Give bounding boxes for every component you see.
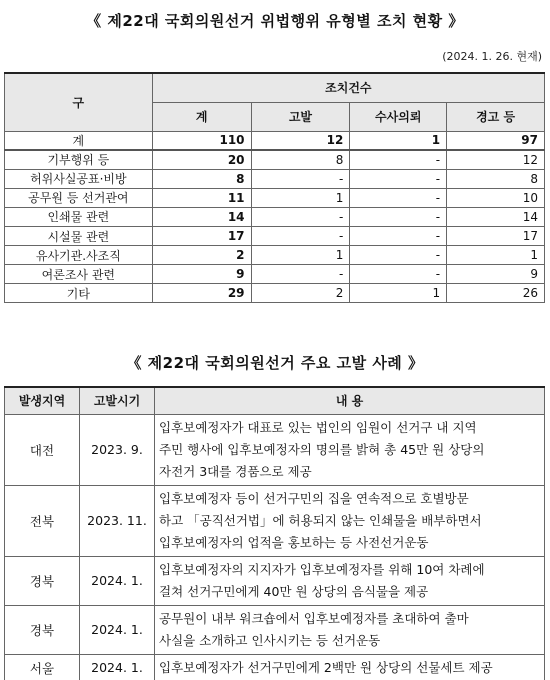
- cell-investigation: 1: [350, 131, 447, 150]
- cell-accusation: 12: [251, 131, 350, 150]
- table-row: [5, 226, 545, 245]
- header-category: 구: [5, 73, 153, 131]
- header-content: 내 용: [155, 387, 545, 414]
- row-category: 유사기관.사조직: [5, 246, 153, 265]
- cell-total: 9: [152, 265, 251, 284]
- table-row: [5, 150, 545, 169]
- table-row: [5, 654, 545, 680]
- cases-table: [4, 386, 545, 680]
- case-content-line: 걸쳐 선거구민에게 40만 원 상당의 음식물을 제공: [159, 583, 429, 599]
- header-accusation: 고발: [251, 102, 350, 131]
- cell-total: 14: [152, 207, 251, 226]
- case-content-line: 자전거 3대를 경품으로 제공: [159, 463, 312, 479]
- header-period: 고발시기: [80, 387, 155, 414]
- cell-total: 110: [152, 131, 251, 150]
- cell-warning: 8: [447, 169, 545, 188]
- case-region: 서울: [5, 654, 80, 680]
- case-content-line: 입후보예정자의 업적을 홍보하는 등 사전선거운동: [159, 534, 429, 550]
- cell-investigation: -: [350, 265, 447, 284]
- case-period: 2024. 1.: [80, 605, 155, 654]
- cell-investigation: -: [350, 169, 447, 188]
- case-content-line: 사실을 소개하고 인사시키는 등 선거운동: [159, 632, 381, 648]
- cell-investigation: -: [350, 226, 447, 245]
- case-content-line: 입후보예정자가 선거구민에게 2백만 원 상당의 선물세트 제공: [159, 659, 493, 675]
- reference-date: (2024. 1. 26. 현재): [442, 50, 542, 63]
- cell-investigation: -: [350, 246, 447, 265]
- cell-total: 8: [152, 169, 251, 188]
- table-row: [5, 605, 545, 654]
- table-row: [5, 246, 545, 265]
- cell-warning: 9: [447, 265, 545, 284]
- case-period: 2024. 1.: [80, 556, 155, 605]
- cell-investigation: -: [350, 150, 447, 169]
- case-region: 경북: [5, 556, 80, 605]
- table-row: [5, 556, 545, 605]
- table-row: [5, 284, 545, 303]
- case-period: 2023. 11.: [80, 485, 155, 556]
- cell-warning: 1: [447, 246, 545, 265]
- row-category: 인쇄물 관련: [5, 207, 153, 226]
- row-category: 계: [5, 131, 153, 150]
- header-investigation: 수사의뢰: [350, 102, 447, 131]
- measures-header-row: [5, 73, 545, 102]
- cell-total: 17: [152, 226, 251, 245]
- table-row: [5, 207, 545, 226]
- table-row: [5, 485, 545, 556]
- header-region: 발생지역: [5, 387, 80, 414]
- cell-warning: 97: [447, 131, 545, 150]
- header-measures-count: 조치건수: [152, 73, 544, 102]
- case-content: [155, 556, 545, 605]
- row-category: 공무원 등 선거관여: [5, 188, 153, 207]
- cell-warning: 26: [447, 284, 545, 303]
- cell-warning: 14: [447, 207, 545, 226]
- cell-investigation: 1: [350, 284, 447, 303]
- cell-warning: 17: [447, 226, 545, 245]
- cell-warning: 12: [447, 150, 545, 169]
- table-row: [5, 265, 545, 284]
- cell-total: 29: [152, 284, 251, 303]
- document-title-cases: 《 제22대 국회의원선거 주요 고발 사례 》: [126, 354, 424, 372]
- measures-table: [4, 72, 545, 303]
- case-content-line: 주민 행사에 입후보예정자의 명의를 밝혀 총 45만 원 상당의: [159, 441, 485, 457]
- cell-accusation: 1: [251, 188, 350, 207]
- cases-table-body: [5, 414, 545, 680]
- cell-warning: 10: [447, 188, 545, 207]
- case-content-line: 공무원이 내부 워크숍에서 입후보예정자를 초대하여 출마: [159, 610, 469, 626]
- row-category: 기타: [5, 284, 153, 303]
- row-category: 기부행위 등: [5, 150, 153, 169]
- cell-accusation: -: [251, 207, 350, 226]
- case-content-line: 입후보예정자의 지지자가 입후보예정자를 위해 10여 차례에: [159, 561, 485, 577]
- case-region: 대전: [5, 414, 80, 485]
- table-row: [5, 169, 545, 188]
- cell-accusation: 1: [251, 246, 350, 265]
- case-content: [155, 605, 545, 654]
- table-row: [5, 131, 545, 150]
- case-region: 경북: [5, 605, 80, 654]
- case-content: [155, 414, 545, 485]
- case-content-line: 입후보예정자 등이 선거구민의 집을 연속적으로 호별방문: [159, 490, 469, 506]
- case-period: 2024. 1.: [80, 654, 155, 680]
- measures-table-body: [5, 131, 545, 303]
- case-content-line: 하고 「공직선거법」에 허용되지 않는 인쇄물을 배부하면서: [159, 512, 482, 528]
- header-warning: 경고 등: [447, 102, 545, 131]
- table-row: [5, 188, 545, 207]
- cell-investigation: -: [350, 188, 447, 207]
- cases-header-row: [5, 387, 545, 414]
- cell-total: 2: [152, 246, 251, 265]
- cell-accusation: -: [251, 169, 350, 188]
- case-content-line: 입후보예정자가 대표로 있는 법인의 임원이 선거구 내 지역: [159, 419, 477, 435]
- case-period: 2023. 9.: [80, 414, 155, 485]
- cell-accusation: 8: [251, 150, 350, 169]
- row-category: 시설물 관련: [5, 226, 153, 245]
- cell-investigation: -: [350, 207, 447, 226]
- case-content: [155, 485, 545, 556]
- header-total: 계: [152, 102, 251, 131]
- cell-total: 20: [152, 150, 251, 169]
- cell-total: 11: [152, 188, 251, 207]
- case-region: 전북: [5, 485, 80, 556]
- case-content: [155, 654, 545, 680]
- document-title-measures: 《 제22대 국회의원선거 위법행위 유형별 조치 현황 》: [86, 12, 464, 30]
- row-category: 허위사실공표·비방: [5, 169, 153, 188]
- cell-accusation: -: [251, 226, 350, 245]
- cell-accusation: -: [251, 265, 350, 284]
- cell-accusation: 2: [251, 284, 350, 303]
- row-category: 여론조사 관련: [5, 265, 153, 284]
- table-row: [5, 414, 545, 485]
